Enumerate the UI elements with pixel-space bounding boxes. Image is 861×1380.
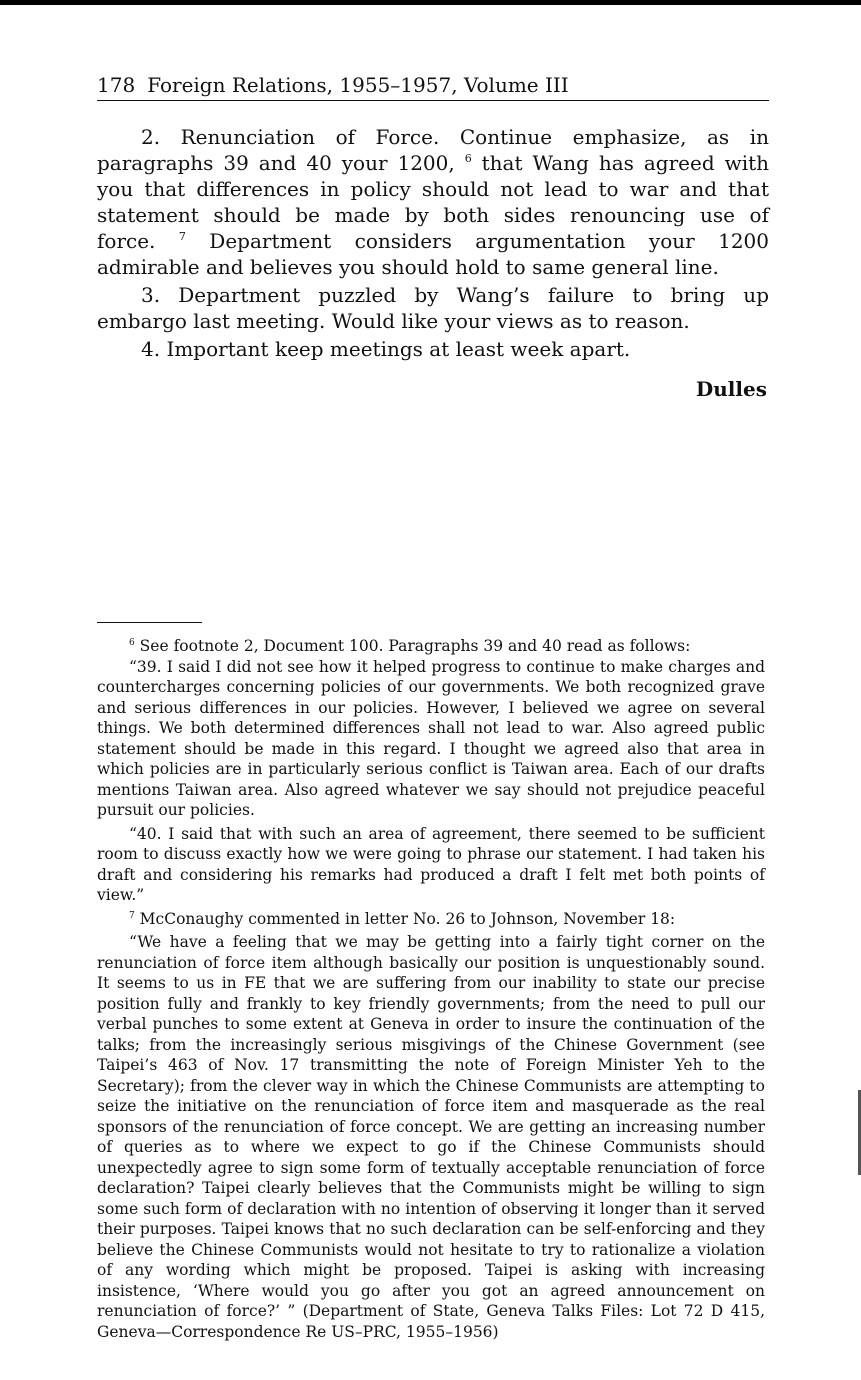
footnote-6-quote-39: “39. I said I did not see how it helped progress to continue to make charges and countercharges concerning policies of our governments. We both recognized grave and serious differences in our policies. However, I believed we agree on several things. We both determined differences shall not lead to war. Also agreed public statement should be made in this regard. I thought we agreed also that area in which policies are in particularly serious conflict is Taiwan area. Each of our drafts mentions Taiwan area. Also agreed whatever we say should not prejudice peaceful pursuit our policies. (97, 657, 765, 819)
footnote-ref-6: 6 (464, 152, 472, 165)
footnote-6-text: See footnote 2, Document 100. Paragraphs 39 and 40 read as follows: (139, 637, 691, 655)
paragraph-meetings: 4. Important keep meetings at least week apart. (141, 337, 631, 361)
paragraph-2-text-b: that Wang has agreed with you that differences in policy should not lead to war and that statement should be made by both sides renouncing use of force. (97, 151, 770, 253)
telegram-body (97, 124, 769, 362)
footnote-6 (97, 636, 765, 657)
footnote-7-text: McConaughy commented in letter No. 26 to Johnson, November 18: (139, 909, 676, 928)
footnote-7 (97, 909, 765, 930)
paragraph-renunciation-of-force (97, 124, 769, 280)
footnote-6-quote-40: “40. I said that with such an area of agreement, there seemed to be sufficient room to discuss exactly how we were going to phrase our statement. I had taken his draft and considering his remarks had produced a draft I felt met both points of view.” (97, 824, 765, 904)
footnotes (97, 636, 765, 1342)
footnote-7-quote: “We have a feeling that we may be getting into a fairly tight corner on the renunciation of force item although basically our position is unquestionably sound. It seems to us in FE that we are suffering from our inability to state our precise position fully and frankly to key friendly governments; from the need to pull our verbal punches to some extent at Geneva in order to insure the continuation of the talks; from the increasingly serious misgivings of the Chinese Government (see Taipei’s 463 of Nov. 17 transmitting the note of Foreign Minister Yeh to the Secretary); from the clever way in which the Chinese Communists are attempting to seize the initiative on the renunciation of force item and masquerade as the real sponsors of the renunciation of force concept. We are getting an increasing number of queries as to where we expect to go if the Chinese Communists should unexpectedly agree to sign some form of textually acceptable renunciation of force declaration? Taipei clearly believes that the Communists might be willing to sign some such form of declaration with no intention of observing it longer than it served their purposes. Taipei knows that no such declaration can be self-enforcing and they believe the Chinese Communists would not hesitate to try to rationalize a violation of any wording which might be proposed. Taipei is asking with increasing insistence, ‘Where would you go after you got an agreed announcement on renunciation of force?’ ” (Department of State, Geneva Talks Files: Lot 72 D 415, Geneva—Correspondence Re US–PRC, 1955–1956) (97, 933, 765, 1341)
running-header (97, 70, 769, 101)
footnote-6-marker: 6 (129, 638, 135, 648)
page-number: 178 (97, 73, 136, 97)
volume-title: Foreign Relations, 1955–1957, Volume III (147, 73, 569, 97)
page-top-edge (0, 0, 861, 5)
paragraph-2-text-a: 2. Renunciation of Force. Continue emphasize, as in paragraphs 39 and 40 your 1200, (97, 125, 769, 175)
footnote-ref-7: 7 (178, 230, 186, 243)
footnote-7-marker: 7 (129, 910, 135, 921)
paragraph-2-text-c: Department considers argumentation your 1200 admirable and believes you should hold to same general line. (97, 229, 770, 279)
paragraph-embargo: 3. Department puzzled by Wang’s failure to bring up embargo last meeting. Would like your views as to reason. (97, 283, 769, 333)
footnote-divider (97, 622, 202, 623)
signature: Dulles (695, 377, 767, 401)
